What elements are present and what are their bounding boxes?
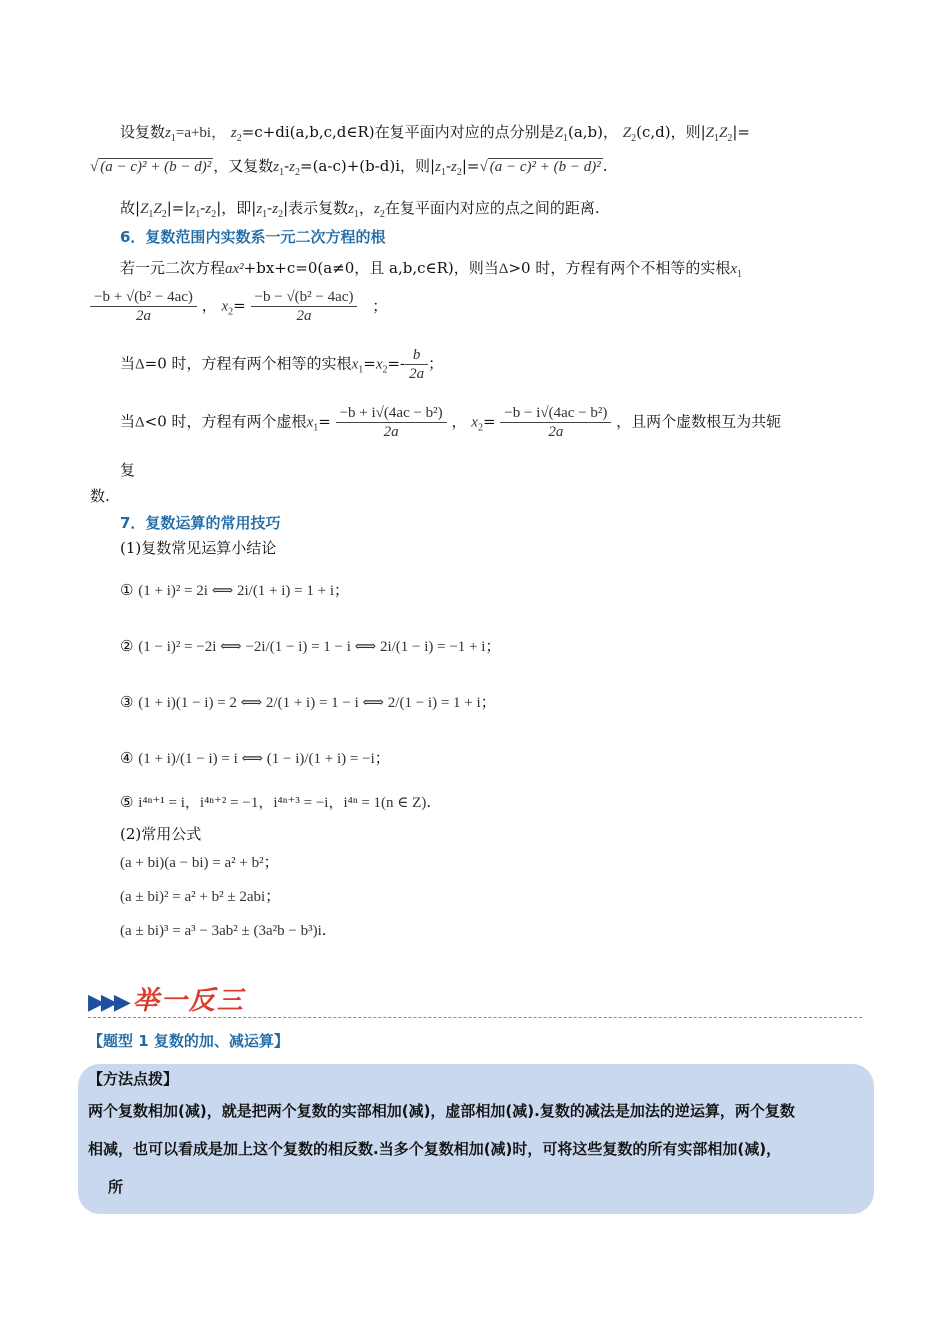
formula-1: ① (1 + i)² = 2i ⟺ 2i/(1 + i) = 1 + i； [120, 581, 350, 599]
distance-line-2: √ (a − c)² + (b − d)² ，又复数$z_1-z_2=(a-c)+(b-d)i$，则$|z_1-z_2|=√$ (a − c)² + (b − d)² . [90, 157, 608, 178]
s6-line-4: 当Δ<0 时，方程有两个虚根$x_1=$ $\frac{\text{−b + i√(4ac − b²)}}{2a}$ ， $x_2=$ $\frac{\text{−b − i√(4ac − b²)}}{2a}$ ，且两个虚数根互为共轭 [120, 405, 782, 440]
section-7-heading: 7．复数运算的常用技巧 [120, 514, 281, 532]
section-6-heading: 6．复数范围内实数系一元二次方程的根 [120, 228, 386, 246]
common-formula-1: (a + bi)(a − bi) = a² + b²； [120, 853, 279, 871]
root-fraction-2: $\frac{\text{−b − √(b² − 4ac)}}{2a}$ [251, 288, 358, 325]
method-line-2: 相减，也可以看成是加上这个复数的相反数.当多个复数相加(减)时，可将这些复数的所有实部相加(减)， [88, 1140, 782, 1158]
formula-5: ⑤ i⁴ⁿ⁺¹ = i，i⁴ⁿ⁺² = −1，i⁴ⁿ⁺³ = −i，i⁴ⁿ = 1(n ∈ Z). [120, 793, 432, 811]
formula-2: ② (1 − i)² = −2i ⟺ −2i/(1 − i) = 1 − i ⟺ 2i/(1 − i) = −1 + i； [120, 637, 501, 655]
method-line-1: 两个复数相加(减)，就是把两个复数的实部相加(减)，虚部相加(减).复数的减法是加法的逆运算，两个复数 [88, 1102, 795, 1120]
s6-line-3: 当Δ=0 时，方程有两个相等的实根$x_1=x_2=-$ $\frac{b}{2a}$ ； [120, 347, 444, 382]
s6-roots-line: $\frac{\text{−b + √(b² − 4ac)}}{2a}$ ， $x_2=$ $\frac{\text{−b − √(b² − 4ac)}}{2a}$ ； [90, 288, 387, 325]
formula-3: ③ (1 + i)(1 − i) = 2 ⟺ 2/(1 + i) = 1 − i ⟺ 2/(1 − i) = 1 + i； [120, 693, 496, 711]
root-fraction-1: $\frac{\text{−b + √(b² − 4ac)}}{2a}$ [90, 288, 197, 325]
root-fraction-4: $\frac{\text{−b + i√(4ac − b²)}}{2a}$ [336, 404, 447, 441]
formula-4: ④ (1 + i)/(1 − i) = i ⟺ (1 − i)/(1 + i) = −i； [120, 749, 390, 767]
banner-title: ▶▶▶ 举一反三 [88, 986, 245, 1016]
s6-line-4-wrap: 复 [120, 461, 136, 479]
banner-divider [88, 1017, 862, 1018]
s7-subheading-2: (2)常用公式 [120, 825, 202, 843]
method-title: 【方法点拨】 [88, 1070, 179, 1088]
triple-arrow-icon: ▶▶▶ [88, 990, 127, 1015]
s6-line-1: 若一元二次方程ax²+bx+c=0(a≠0，且 a,b,c∈R)，则当Δ>0 时，方程有两个不相等的实根$x_1$ [120, 259, 743, 280]
common-formula-3: (a ± bi)³ = a³ − 3ab² ± (3a²b − b³)i. [120, 921, 327, 939]
distance-line-3: 故$|Z_1Z_2|=|z_1-z_2|$，即$|z_1-z_2|$表示复数$z_1$，$z_2$在复平面内对应的点之间的距离. [120, 199, 600, 220]
s7-subheading-1: (1)复数常见运算小结论 [120, 539, 277, 557]
method-line-3: 所 [108, 1178, 124, 1196]
distance-line-1: 设复数$z_1=a+bi$， $z_2=c+di(a,b,c,d\in R)$在复平面内对应的点分别是$Z_1(a,b)$， $Z_2(c,d)$，则$|Z_1Z_2|=$ [120, 123, 750, 144]
root-fraction-3: $\frac{b}{2a}$ [405, 346, 428, 383]
common-formula-2: (a ± bi)² = a² + b² ± 2abi； [120, 887, 281, 905]
question-type-heading: 【题型 1 复数的加、减运算】 [88, 1032, 289, 1050]
root-fraction-5: $\frac{\text{−b − i√(4ac − b²)}}{2a}$ [500, 404, 611, 441]
s6-line-5: 数. [90, 487, 110, 505]
